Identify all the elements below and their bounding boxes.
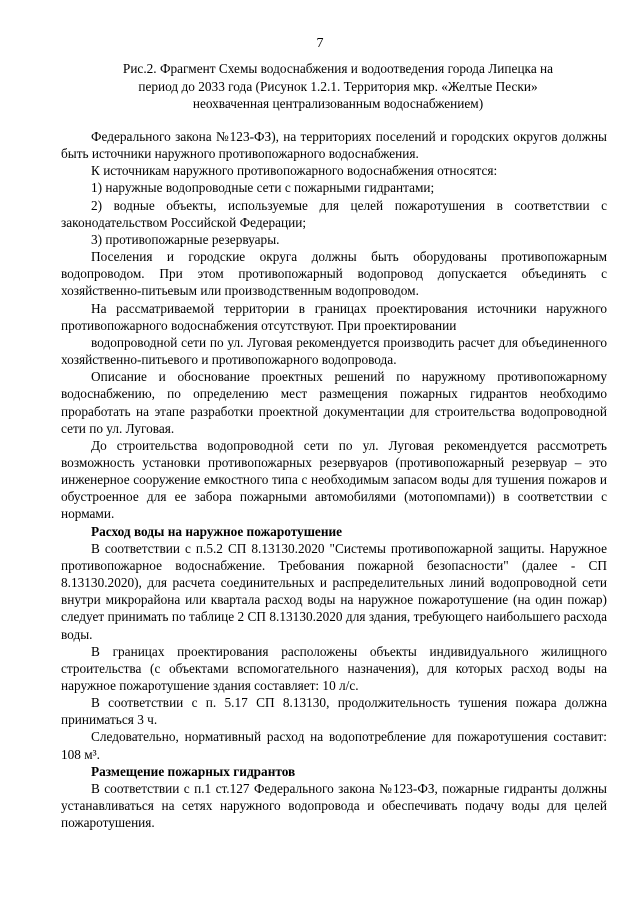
list-item: 1) наружные водопроводные сети с пожарными гидрантами; xyxy=(91,180,435,196)
paragraph: В соответствии с п.1 ст.127 Федерального закона №123-ФЗ, пожарные гидранты должны устанавливаться на сетях наружного водопровода и обеспечивать подачу воды для целей пожаротушения. xyxy=(61,780,607,831)
list-item: 2) водные объекты, используемые для целей пожаротушения в соответствии с законодательством Российской Федерации; xyxy=(61,197,607,230)
section-heading: Размещение пожарных гидрантов xyxy=(91,763,296,779)
paragraph: Федерального закона №123-ФЗ), на территориях поселений и городских округов должны быть источники наружного противопожарного водоснабжения. xyxy=(61,129,607,162)
page-number: 7 xyxy=(316,36,324,51)
caption-line-1: Рис.2. Фрагмент Схемы водоснабжения и водоотведения города Липецка на xyxy=(122,61,554,76)
paragraph: В соответствии с п. 5.17 СП 8.13130, продолжительность тушения пожара должна приниматься 3 ч. xyxy=(61,695,607,728)
paragraph: Описание и обоснование проектных решений по наружному противопожарному водоснабжению, по определению мест размещения пожарных гидрантов необходимо проработать на этапе разработки проектной документации для строительства водопроводной сети по ул. Луговая. xyxy=(61,369,607,436)
list-item: 3) противопожарные резервуары. xyxy=(91,231,280,247)
figure-caption xyxy=(98,60,578,113)
paragraph: К источникам наружного противопожарного водоснабжения относятся: xyxy=(91,163,498,179)
paragraph: В соответствии с п.5.2 СП 8.13130.2020 "Системы противопожарной защиты. Наружное противопожарное водоснабжение. Требования пожарной безопасности" (далее - СП 8.13130.2020), для расчета соединительных и распределительных линий водопроводной сети внутри микрорайона или квартала расход воды на наружное пожаротушение (на один пожар) следует принимать по таблице 2 СП 8.13130.2020 для здания, требующего наибольшего расхода воды. xyxy=(61,540,607,642)
section-heading: Расход воды на наружное пожаротушение xyxy=(91,523,343,539)
paragraph: На рассматриваемой территории в границах проектирования источники наружного противопожарного водоснабжения отсутствуют. При проектировании xyxy=(61,300,607,333)
caption-line-2: период до 2033 года (Рисунок 1.2.1. Территория мкр. «Желтые Пески» xyxy=(138,78,538,94)
caption-line-3: неохваченная централизованным водоснабжением) xyxy=(192,96,484,111)
paragraph: водопроводной сети по ул. Луговая рекомендуется производить расчет для объединенного хозяйственно-питьевого и противопожарного водопровода. xyxy=(61,334,607,368)
paragraph: Следовательно, нормативный расход на водопотребление для пожаротушения составит: 108 м³. xyxy=(61,729,607,762)
paragraph: До строительства водопроводной сети по ул. Луговая рекомендуется рассмотреть возможность установки противопожарных резервуаров (противопожарный резервуар – это инженерное сооружение емкостного типа с необходимым запасом воды для тушения пожаров и обустроенное для ее забора пожарными автомобилями (мотопомпами)) в соответствии с нормами. xyxy=(61,437,607,522)
paragraph: Поселения и городские округа должны быть оборудованы противопожарным водопроводом. При этом противопожарный водопровод допускается объединять с хозяйственно-питьевым или производственным водопроводом. xyxy=(61,249,607,299)
document-body xyxy=(61,128,607,831)
paragraph: В границах проектирования расположены объекты индивидуального жилищного строительства (с объектами вспомогательного назначения), для которых расход воды на наружное пожаротушение здания составляет: 10 л/с. xyxy=(61,643,607,693)
